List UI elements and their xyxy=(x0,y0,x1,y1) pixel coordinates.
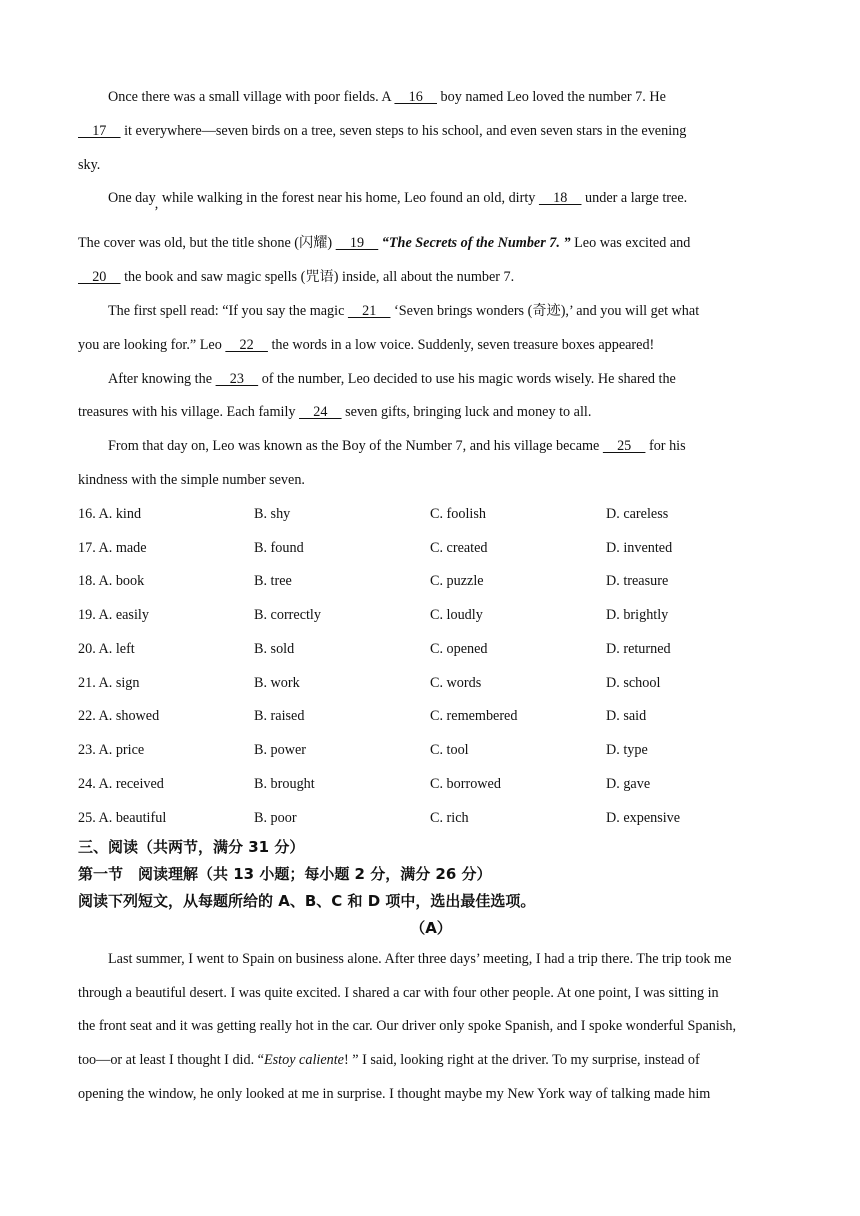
option-d: D. type xyxy=(606,742,648,758)
blank-23: 23 xyxy=(215,371,259,387)
passage-text: seven gifts, bringing luck and money to all. xyxy=(341,404,592,420)
option-a: 16. A. kind xyxy=(78,506,142,522)
option-row-20 xyxy=(78,639,784,659)
blank-18: 18 xyxy=(538,190,582,206)
passage-line xyxy=(78,470,784,490)
option-b: B. power xyxy=(254,742,307,758)
section-sub-heading: 第一节 阅读理解（共 13 小题；每小题 2 分，满分 26 分） xyxy=(78,865,492,883)
passage-line xyxy=(78,155,784,175)
blank-19: 19 xyxy=(335,235,379,251)
option-row-24 xyxy=(78,774,784,794)
option-d: D. treasure xyxy=(606,573,669,589)
passage-text: boy named Leo loved the number 7. He xyxy=(437,89,666,105)
option-d: D. expensive xyxy=(606,810,681,826)
passage-text: while walking in the forest near his home, Leo found an old, dirty xyxy=(158,190,539,206)
passage-text: From that day on, Leo was known as the Boy of the Number 7, and his village became xyxy=(108,438,603,454)
passage-text: After knowing the xyxy=(108,371,216,387)
passage-line xyxy=(108,436,784,456)
option-a: 24. A. received xyxy=(78,776,164,792)
blank-16: 16 xyxy=(394,89,437,105)
option-a: 20. A. left xyxy=(78,641,135,657)
passage-text: under a large tree. xyxy=(581,190,688,206)
option-c: C. remembered xyxy=(430,708,518,724)
option-row-19 xyxy=(78,605,784,625)
option-row-22 xyxy=(78,706,784,726)
blank-17: 17 xyxy=(78,123,121,139)
option-b: B. shy xyxy=(254,506,291,522)
option-b: B. sold xyxy=(254,641,295,657)
passage-text: the words in a low voice. Suddenly, seven treasure boxes appeared! xyxy=(267,337,655,353)
option-a: 19. A. easily xyxy=(78,607,149,623)
option-c: C. opened xyxy=(430,641,488,657)
option-row-25 xyxy=(78,808,784,828)
option-row-17 xyxy=(78,538,784,558)
passage-text: treasures with his village. Each family xyxy=(78,404,300,420)
part-label: （A） xyxy=(410,919,452,937)
passage-text: you are looking for.” Leo xyxy=(78,337,226,353)
passage-text: Leo was excited and xyxy=(570,235,691,251)
passage-line xyxy=(108,188,784,212)
option-c: C. loudly xyxy=(430,607,483,623)
reading-text: too—or at least I thought I did. “ xyxy=(78,1052,264,1068)
passage-text: for his xyxy=(645,438,686,454)
passage-line xyxy=(108,87,784,107)
passage-text: The first spell read: “If you say the magic xyxy=(108,303,348,319)
option-d: D. careless xyxy=(606,506,669,522)
option-row-23 xyxy=(78,740,784,760)
option-b: B. brought xyxy=(254,776,315,792)
blank-22: 22 xyxy=(225,337,268,353)
passage-line xyxy=(78,267,784,287)
option-row-16 xyxy=(78,504,784,524)
reading-line: Last summer, I went to Spain on business alone. After three days’ meeting, I had a trip there. The trip took me xyxy=(108,951,732,967)
option-a: 18. A. book xyxy=(78,573,145,589)
reading-line xyxy=(78,1050,784,1070)
option-d: D. said xyxy=(606,708,647,724)
option-b: B. correctly xyxy=(254,607,321,623)
option-c: C. created xyxy=(430,540,488,556)
option-b: B. work xyxy=(254,675,300,691)
option-c: C. rich xyxy=(430,810,469,826)
reading-line: opening the window, he only looked at me in surprise. I thought maybe my New York way of talking made him xyxy=(78,1086,711,1102)
option-a: 23. A. price xyxy=(78,742,145,758)
passage-line xyxy=(108,301,784,321)
option-d: D. gave xyxy=(606,776,651,792)
passage-text: ‘Seven brings wonders (奇迹),’ and you will get what xyxy=(390,303,700,319)
passage-text: Once there was a small village with poor fields. A xyxy=(108,89,395,105)
blank-25: 25 xyxy=(602,438,646,454)
option-d: D. returned xyxy=(606,641,671,657)
option-b: B. raised xyxy=(254,708,305,724)
passage-text: , xyxy=(154,196,159,212)
option-a: 25. A. beautiful xyxy=(78,810,167,826)
option-d: D. invented xyxy=(606,540,673,556)
section-heading: 三、阅读（共两节，满分 31 分） xyxy=(78,838,305,856)
spanish-phrase: Estoy caliente xyxy=(263,1052,344,1068)
option-c: C. puzzle xyxy=(430,573,484,589)
option-d: D. brightly xyxy=(606,607,669,623)
option-c: C. words xyxy=(430,675,482,691)
passage-line xyxy=(78,233,784,253)
reading-line: the front seat and it was getting really hot in the car. Our driver only spoke Spanish, and I spoke wonderful Spanish, xyxy=(78,1018,737,1034)
option-row-21 xyxy=(78,673,784,693)
option-b: B. found xyxy=(254,540,304,556)
option-c: C. tool xyxy=(430,742,469,758)
passage-text: of the number, Leo decided to use his magic words wisely. He shared the xyxy=(258,371,676,387)
passage-text: it everywhere—seven birds on a tree, seven steps to his school, and even seven stars in the evening xyxy=(120,123,687,139)
passage-text: sky. xyxy=(78,157,101,173)
option-b: B. poor xyxy=(254,810,297,826)
blank-24: 24 xyxy=(299,404,342,420)
option-a: 17. A. made xyxy=(78,540,147,556)
passage-line xyxy=(78,121,784,141)
section-instruction: 阅读下列短文，从每题所给的 A、B、C 和 D 项中，选出最佳选项。 xyxy=(78,892,536,910)
option-row-18 xyxy=(78,571,784,591)
option-c: C. borrowed xyxy=(430,776,501,792)
reading-line: through a beautiful desert. I was quite excited. I shared a car with four other people. At one point, I was sitting in xyxy=(78,985,719,1001)
option-b: B. tree xyxy=(254,573,292,589)
passage-line xyxy=(108,369,784,389)
passage-line xyxy=(78,335,784,355)
blank-21: 21 xyxy=(347,303,391,319)
book-title: “The Secrets of the Number 7. ” xyxy=(378,235,571,251)
option-d: D. school xyxy=(606,675,661,691)
passage-text: kindness with the simple number seven. xyxy=(78,472,305,488)
passage-text: the book and saw magic spells (咒语) inside, all about the number 7. xyxy=(120,269,515,285)
passage-text: The cover was old, but the title shone (闪耀) xyxy=(78,235,336,251)
passage-line xyxy=(78,402,784,422)
option-a: 22. A. showed xyxy=(78,708,160,724)
blank-20: 20 xyxy=(78,269,121,285)
passage-text: One day xyxy=(108,190,155,206)
reading-text: ! ” I said, looking right at the driver. To my surprise, instead of xyxy=(343,1052,700,1068)
option-a: 21. A. sign xyxy=(78,675,140,691)
option-c: C. foolish xyxy=(430,506,486,522)
